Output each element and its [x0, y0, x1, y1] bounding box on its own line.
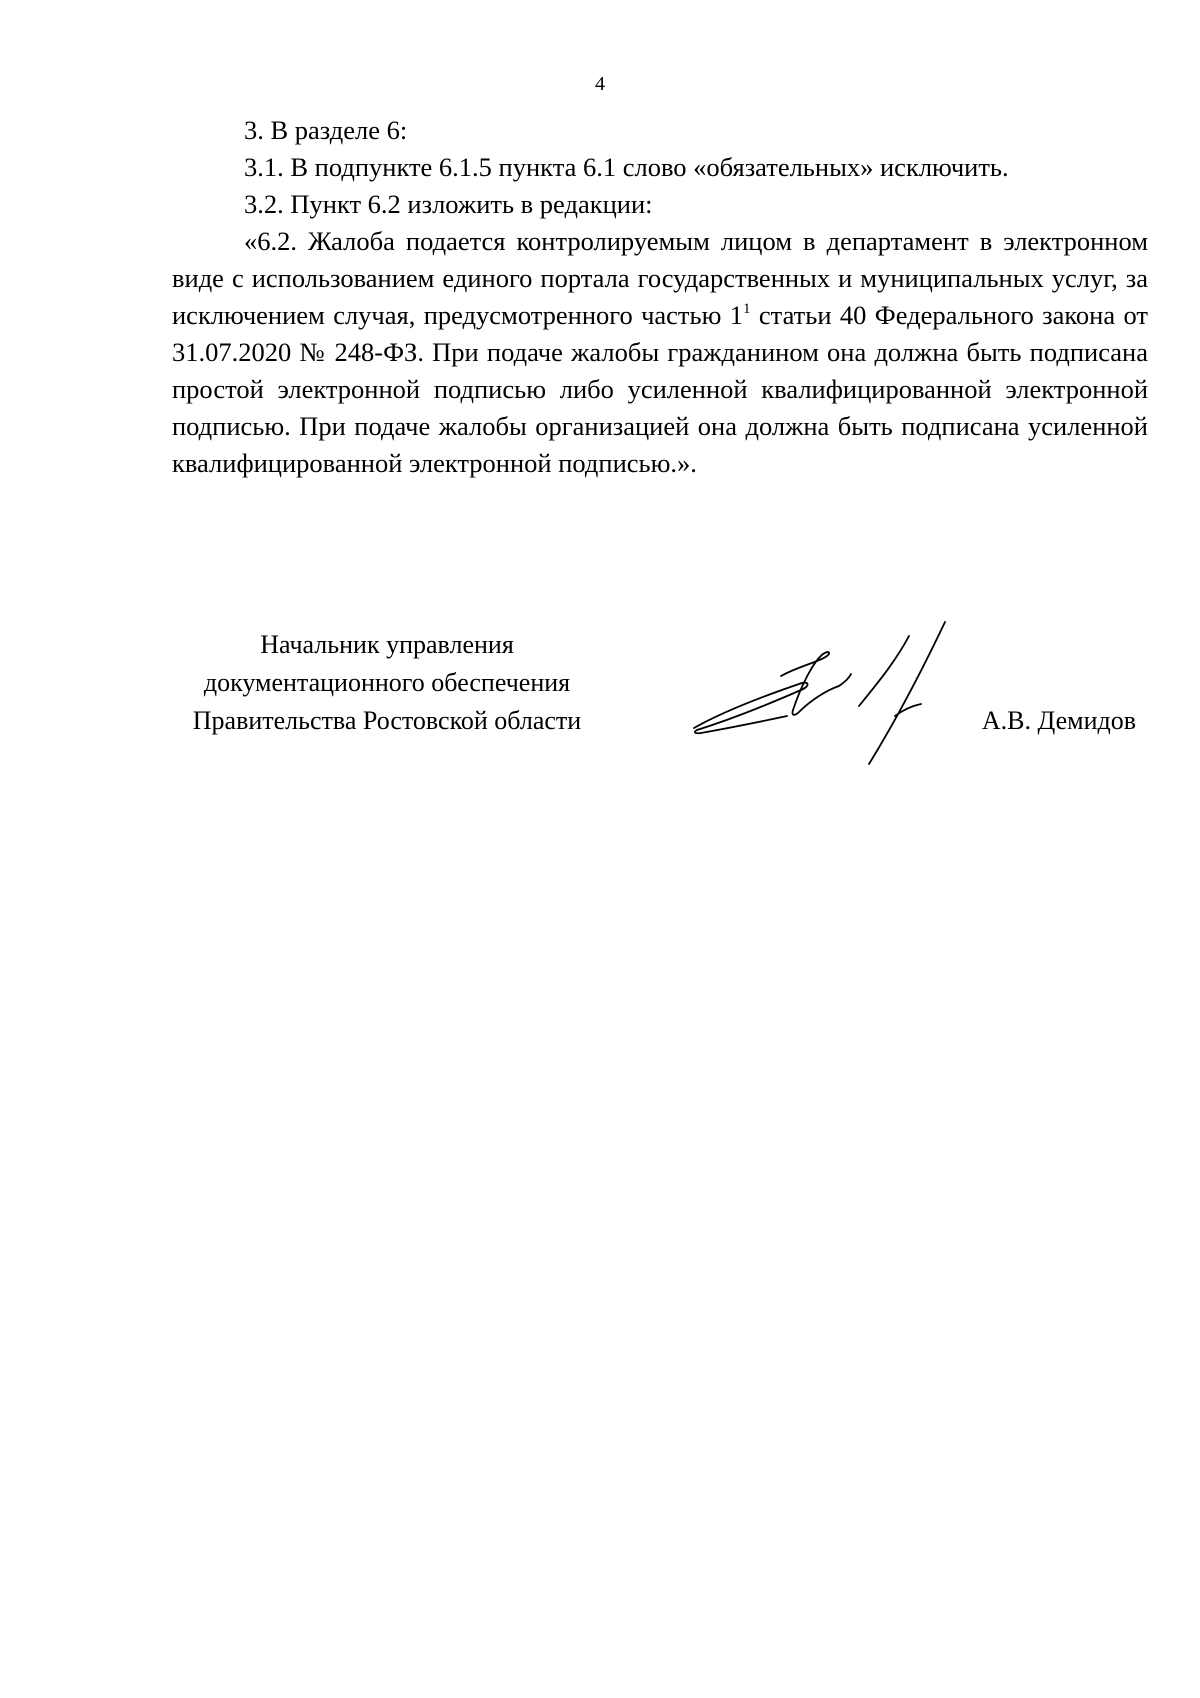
clause-6-2-text: [172, 223, 1148, 482]
signer-title: [172, 626, 602, 740]
clause-6-2-text-part2: статьи 40 Федерального закона от 31.07.2020 № 248-ФЗ. При подаче жалобы гражданином она должна быть подписана простой электронной подписью либо усиленной квалифицированной электронной подписью. При подаче жалобы организацией она должна быть подписана усиленной квалифицированной электронной подписью.».: [172, 300, 1148, 478]
signer-title-line: документационного обеспечения: [203, 668, 571, 697]
signature-block: [172, 626, 1148, 776]
document-body: [172, 112, 1148, 482]
signer-title-line: Правительства Ростовской области: [192, 706, 582, 735]
signer-name: А.В. Демидов: [981, 706, 1136, 735]
signer-title-line: Начальник управления: [260, 630, 514, 659]
clause-3-2: 3.2. Пункт 6.2 изложить в редакции:: [244, 189, 653, 219]
clause-3-1: 3.1. В подпункте 6.1.5 пункта 6.1 слово «обязательных» исключить.: [244, 152, 1009, 182]
clause-6-2-text-part1: «6.2. Жалоба подается контролируемым лицом в департамент в электронном виде с использованием единого портала государственных и муниципальных услуг, за исключением случая, предусмотренного частью 1: [172, 226, 1148, 330]
handwritten-signature: [689, 616, 949, 776]
page-number: 4: [595, 73, 605, 95]
section-heading: 3. В разделе 6:: [244, 115, 408, 145]
footnote-superscript: 1: [743, 301, 751, 317]
